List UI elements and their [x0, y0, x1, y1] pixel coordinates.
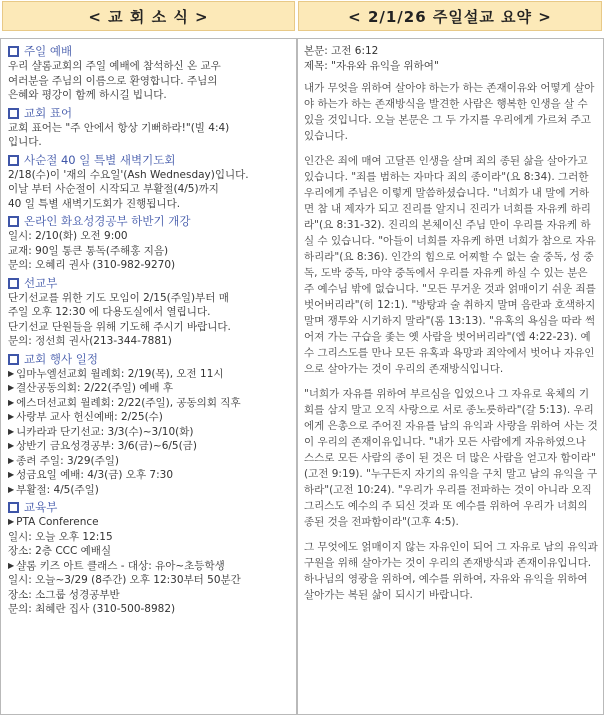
news-section-motto — [8, 106, 291, 150]
event-item: ▶ 부활절: 4/5(주일) — [8, 483, 99, 496]
section-title: 사순절 40 일 특별 새벽기도회 — [8, 153, 291, 168]
sermon-scripture: 본문: 고전 6:12 — [304, 45, 379, 57]
news-text: 입니다. — [8, 136, 42, 148]
education-item: ▶ PTA Conference — [8, 516, 99, 528]
news-section-events — [8, 352, 291, 498]
triangle-bullet-icon: ▶ — [8, 383, 15, 392]
triangle-bullet-icon: ▶ — [8, 426, 15, 436]
section-title: 주일 예배 — [8, 44, 291, 59]
section-title: 교육부 — [8, 500, 291, 515]
triangle-bullet-icon: ▶ — [8, 412, 15, 421]
triangle-bullet-icon: ▶ — [8, 517, 15, 526]
square-bullet-icon — [8, 502, 19, 513]
square-bullet-icon — [8, 216, 19, 227]
news-section-mission — [8, 276, 291, 349]
section-title: 교회 표어 — [8, 106, 291, 121]
event-item: ▶ 니카라과 단기선교: 3/3(수)~3/10(화) — [8, 425, 194, 438]
education-item: ▶ 샬롬 키즈 아트 클래스 - 대상: 유아~초등학생 — [8, 559, 225, 572]
triangle-bullet-icon: ▶ — [8, 470, 15, 479]
event-item: ▶ 종려 주일: 3/29(주일) — [8, 454, 119, 467]
sermon-summary-header: < 2/1/26 주일설교 요약 > — [298, 1, 602, 31]
section-title: 온라인 화요성경공부 하반기 개강 — [8, 214, 291, 229]
education-item: 문의: 최혜란 집사 (310-500-8982) — [8, 603, 176, 615]
sermon-title: 제목: "자유와 유익을 위하여" — [304, 60, 439, 72]
triangle-bullet-icon: ▶ — [8, 484, 15, 494]
sermon-paragraph: "너희가 자유를 위하여 부르심을 입었으나 그 자유로 육체의 기회를 삼지 말고 오직 사랑으로 서로 종노릇하라"(갈 5:13). 우리에게 은총으로 주어진 자유를 남의 유익과 사랑을 위하여 사는 것이 우리의 존재이유입니다. "내가 모든 사람에게 자유하였으나 스스로 모든 사람의 종이 된 것은 더 많은 사람을 얻고자 함이라"(고전 9:19). "누구든지 자기의 유익을 구치 말고 남의 유익을 구하라"(고전 10:24). "우리가 우리를 전파하는 것이 아니라 오직 그리스도 예수의 주 되신 것과 또 예수를 위하여 우리가 너희의 종된 것을 전파함이라"(고후 4:5). — [304, 388, 598, 528]
sermon-paragraph: 내가 무엇을 위하여 살아야 하는가 하는 존재이유와 어떻게 살아야 하는가 하는 존재방식을 발견한 사람은 행복한 인생을 살 수 있을 것입니다. 오늘 본문은 그 두 가지를 우리에게 가르쳐 주고 있습니다. — [304, 82, 595, 142]
news-text: 교재: 90일 통큰 통독(주해홍 지음) — [8, 244, 169, 257]
news-text: 주일 오후 12:30 에 다용도실에서 열립니다. — [8, 306, 211, 318]
event-item: ▶ 상반기 금요성경공부: 3/6(금)~6/5(금) — [8, 440, 197, 452]
event-item: ▶ 결산공동의회: 2/22(주일) 예배 후 — [8, 382, 174, 394]
education-item: 장소: 2층 CCC 예배실 — [8, 545, 112, 557]
square-bullet-icon — [8, 46, 19, 57]
triangle-bullet-icon: ▶ — [8, 368, 15, 378]
news-section-bible-study — [8, 214, 291, 273]
news-text: 은혜와 평강이 함께 하시길 빕니다. — [8, 89, 167, 101]
news-text: 문의: 정선희 권사(213-344-7881) — [8, 335, 172, 347]
square-bullet-icon — [8, 278, 19, 289]
event-item: ▶ 임마누엘선교회 월례회: 2/19(목), 오전 11시 — [8, 367, 224, 380]
event-item: ▶ 에스더선교회 월례회: 2/22(주일), 공동의회 직후 — [8, 396, 241, 409]
church-news-header: < 교 회 소 식 > — [2, 1, 295, 31]
news-text: 단기선교를 위한 기도 모임이 2/15(주일)부터 매 — [8, 291, 229, 304]
section-title: 교회 행사 일정 — [8, 352, 291, 367]
square-bullet-icon — [8, 155, 19, 166]
news-section-education — [8, 500, 291, 617]
education-item: 장소: 소그룹 성경공부반 — [8, 588, 120, 601]
sermon-paragraph: 인간은 죄에 매여 고달픈 인생을 살며 죄의 종된 삶을 살아가고 있습니다. "죄를 범하는 자마다 죄의 종이라"(요 8:34). 그러한 우리에게 주님은 이렇게 말씀하셨습니다. "너희가 내 말에 거하면 참 내 제자가 되고 진리를 알지니 진리가 너희를 자유케 하리라"(요 8:31-32). 진리의 본체이신 주님 만이 우리를 자유케 하실 수 있습니다. "아들이 너희를 자유케 하면 너희가 참으로 자유하리라"(요 8:36). 인간의 힘으로 어찌할 수 없는 술 중독, 성 중독, 도박 중독, 마약 중독에서 우리를 자유케 하실 수 있는 분은 주 예수님 밖에 없습니다. "모든 무거운 것과 얽매이기 쉬운 죄를 벗어버리라"(히 12:1). "방탕과 술 취하지 말며 음란과 호색하지 말며 쟁투와 시기하지 말라"(롬 13:13). "유혹의 욕심을 따라 썩어져 가는 구습을 좇는 옛 사람을 벗어버리라"(엡 4:22-23). 예수 그리스도를 만나 모든 유혹과 욕망과 죄악에서 벗어나 자유인으로 살아가는 것이 우리의 존재방식입니다. — [304, 155, 596, 375]
news-text: 여러분을 주님의 이름으로 환영합니다. 주님의 — [8, 74, 218, 87]
triangle-bullet-icon: ▶ — [8, 560, 15, 570]
square-bullet-icon — [8, 354, 19, 365]
church-news-column — [0, 38, 297, 715]
triangle-bullet-icon: ▶ — [8, 455, 15, 465]
square-bullet-icon — [8, 108, 19, 119]
section-title: 선교부 — [8, 276, 291, 291]
triangle-bullet-icon: ▶ — [8, 397, 15, 407]
news-text: 2/18(수)이 '재의 수요일'(Ash Wednesday)입니다. — [8, 168, 249, 181]
sermon-summary-column — [297, 38, 604, 715]
news-section-worship — [8, 44, 291, 103]
event-item: ▶ 성금요일 예배: 4/3(금) 오후 7:30 — [8, 469, 174, 481]
news-text: 일시: 2/10(화) 오전 9:00 — [8, 230, 128, 242]
triangle-bullet-icon: ▶ — [8, 441, 15, 450]
news-text: 우리 샬롬교회의 주일 예배에 참석하신 온 교우 — [8, 60, 221, 72]
news-text: 교회 표어는 "주 안에서 항상 기뻐하라!"(빌 4:4) — [8, 121, 230, 134]
event-item: ▶ 사랑부 교사 헌신예배: 2/25(수) — [8, 411, 163, 423]
education-item: 일시: 오늘 오후 12:15 — [8, 530, 113, 543]
news-text: 단기선교 단원들을 위해 기도해 주시기 바랍니다. — [8, 320, 231, 333]
news-text: 40 일 특별 새벽기도회가 진행됩니다. — [8, 197, 181, 210]
news-section-lent-prayer — [8, 153, 291, 212]
education-item: 일시: 오늘~3/29 (8주간) 오후 12:30부터 50분간 — [8, 574, 241, 586]
news-text: 문의: 오혜리 권사 (310-982-9270) — [8, 259, 176, 271]
news-text: 이날 부터 사순절이 시작되고 부활절(4/5)까지 — [8, 183, 219, 195]
sermon-paragraph: 그 무엇에도 얽매이지 않는 자유인이 되어 그 자유로 남의 유익과 구원을 위해 살아가는 것이 우리의 존재방식과 존재이유입니다. 하나님의 영광을 위하여, 예수를 위하여, 자유와 유익을 위하여 살아가는 복된 삶이 되시기 바랍니다. — [304, 541, 598, 601]
